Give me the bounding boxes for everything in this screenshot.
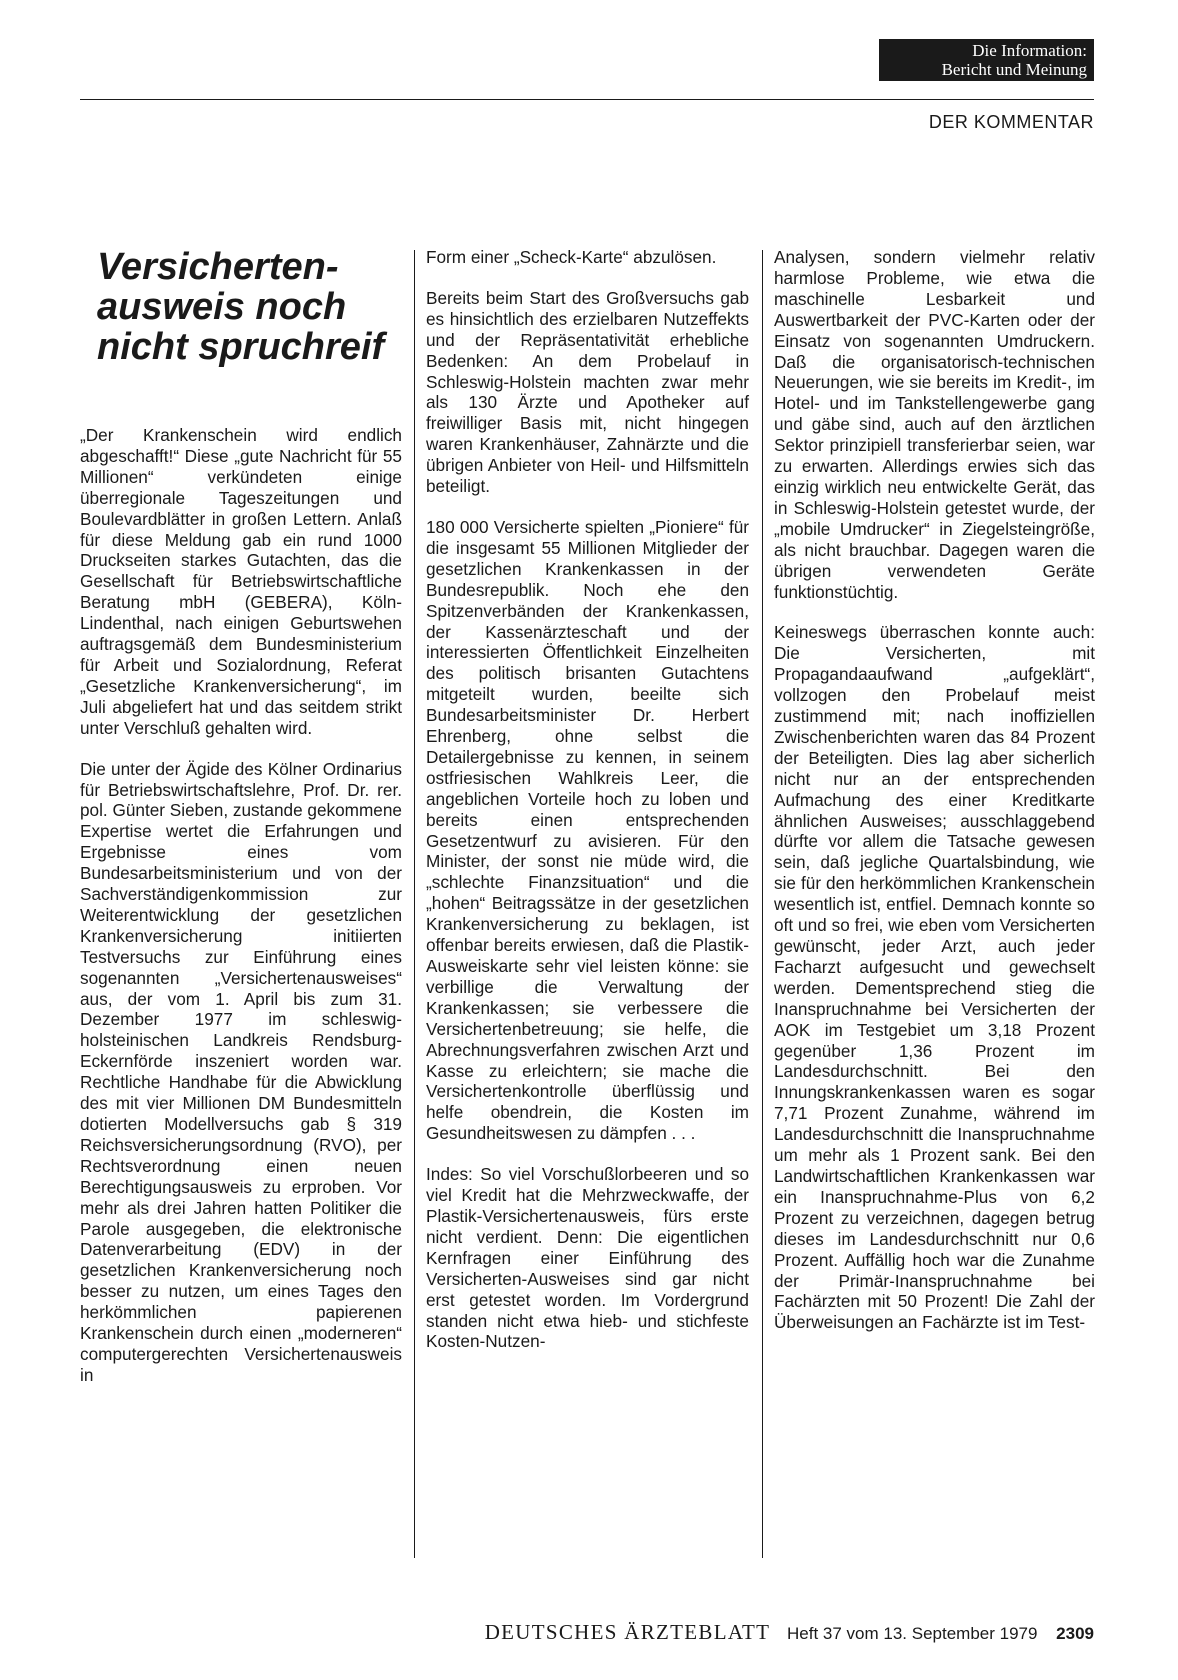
paragraph: Bereits beim Start des Großversuchs gab es hinsichtlich des erzielbaren Nutzeffekts und der Repräsentativität erhebliche Bedenken: An dem Probelauf in Schleswig-Holstein machten zwar mehr als 130 Ärzte und Apotheker auf freiwilliger Basis mit, nicht hingegen waren Krankenhäuser, Zahnärzte und die übrigen Anbieter von Heil- und Hilfsmitteln beteiligt. [426, 287, 749, 497]
paragraph: Form einer „Scheck-Karte“ abzulösen. [426, 247, 717, 267]
paragraph: Die unter der Ägide des Kölner Ordinarius für Betriebswirtschaftslehre, Prof. Dr. rer. pol. Günter Sieben, zustande gekommene Expertise wertet die Erfahrungen und Ergebnisse eines vom Bundesarbeitsministerium und von der Sachverständigenkommission zur Weiterentwicklung der gesetzlichen Krankenversicherung initiierten Testversuchs zur Einführung eines sogenannten „Versichertenausweises“ aus, der vom 1. April bis zum 31. Dezember 1977 im schleswig-holsteinischen Landkreis Rendsburg-Eckernförde inszeniert worden war. Rechtliche Handhabe für die Abwicklung des mit vier Millionen DM Bundesmitteln dotierten Modellversuchs gab § 319 Reichsversicherungsordnung (RVO), per Rechtsverordnung einen neuen Berechtigungsausweis zu erproben. Vor mehr als drei Jahren hatten Politiker die Parole ausgegeben, die elektronische Datenverarbeitung (EDV) in der gesetzlichen Krankenversicherung noch besser zu nutzen, um eines Tages den herkömmlichen papierenen Krankenschein durch einen „moderneren“ computergerechten Versichertenausweis in [80, 758, 402, 1385]
column-divider [414, 250, 415, 1558]
header-rule [80, 99, 1094, 100]
section-badge [879, 39, 1094, 81]
paragraph: 180 000 Versicherte spielten „Pioniere“ für die insgesamt 55 Millionen Mitglieder der gesetzlichen Krankenkassen in der Bundesrepublik. Noch ehe den Spitzenverbänden der Krankenkassen, der Kassenärzteschaft und der interessierten Öffentlichkeit Einzelheiten des politisch brisanten Gutachtens mitgeteilt wurden, beeilte sich Bundesarbeitsminister Dr. Herbert Ehrenberg, ohne selbst die Detailergebnisse zu kennen, in seinem ostfriesischen Wahlkreis Leer, die angeblichen Vorteile hoch zu loben und bereits einen entsprechenden Gesetzentwurf zu avisieren. Für den Minister, der sonst nie müde wird, die „schlechte Finanzsituation“ und die „hohen“ Beitragssätze in der gesetzlichen Krankenversicherung zu beklagen, ist offenbar bereits erwiesen, daß die Plastik-Ausweiskarte sehr viel leisten könne: sie verbillige die Verwaltung der Krankenkassen; sie verbessere die Versichertenbetreuung; sie helfe, die Abrechnungsverfahren zwischen Arzt und Kasse zu erleichtern; sie mache die Versichertenkontrolle überflüssig und helfe obendrein, die Kosten im Gesundheitswesen zu dämpfen . . . [426, 516, 749, 1144]
issue-info: Heft 37 vom 13. September 1979 [787, 1624, 1038, 1643]
article-title: Versicherten-ausweis noch nicht spruchreif [97, 246, 385, 368]
paragraph: Indes: So viel Vorschußlorbeeren und so viel Kredit hat die Mehrzweckwaffe, der Plastik-Versichertenausweis, fürs erste nicht verdient. Denn: Die eigentlichen Kernfragen einer Einführung des Versicherten-Ausweises sind gar nicht erst getestet worden. Im Vordergrund standen nicht etwa hieb- und stichfeste Kosten-Nutzen- [426, 1164, 749, 1352]
article-column-2 [426, 247, 749, 1352]
journal-name: DEUTSCHES ÄRZTEBLATT [484, 1620, 771, 1644]
page-footer [485, 1620, 1094, 1645]
section-badge-line-1: Die Information: [972, 41, 1087, 60]
paragraph: Keineswegs überraschen konnte auch: Die Versicherten, mit Propagandaaufwand „aufgeklärt“, vollzogen den Probelauf meist zustimmend mit; nach inoffiziellen Zwischenberichten waren das 84 Prozent der Beteiligten. Dies lag aber sicherlich nicht nur an der entsprechenden Aufmachung des einer Kreditkarte ähnlichen Ausweises; ausschlaggebend dürfte vor allem die Tatsache gewesen sein, daß jegliche Quartalsbindung, wie sie für den herkömmlichen Krankenschein wesentlich ist, entfiel. Demnach konnte so oft und so frei, wie eben vom Versicherten gewünscht, jeder Arzt, auch jeder Facharzt aufgesucht und gewechselt werden. Dementsprechend stieg die Inanspruchnahme bei Versicherten der AOK im Testgebiet um 3,18 Prozent gegenüber 1,36 Prozent im Landesdurchschnitt. Bei den Innungskrankenkassen waren es sogar 7,71 Prozent Zunahme, während im Landesdurchschnitt die Inanspruchnahme um mehr als 1 Prozent sank. Bei den Landwirtschaftlichen Krankenkassen war ein Inanspruchnahme-Plus von 6,2 Prozent zu verzeichnen, dagegen betrug dieses im Landesdurchschnitt nur 0,6 Prozent. Auffällig hoch war die Zunahme der Primär-Inanspruchnahme bei Fachärzten mit 50 Prozent! Die Zahl der Überweisungen an Fachärzte ist im Test- [774, 622, 1095, 1333]
section-label: DER KOMMENTAR [928, 112, 1094, 132]
paragraph: „Der Krankenschein wird endlich abgeschafft!“ Diese „gute Nachricht für 55 Millionen“ verkündeten einige überregionale Tageszeitungen und Boulevardblätter in großen Lettern. Anlaß für diese Meldung gab ein rund 1000 Druckseiten starkes Gutachten, das die Gesellschaft für Betriebswirtschaftliche Beratung mbH (GEBERA), Köln-Lindenthal, nach einigen Geburtswehen auftragsgemäß dem Bundesministerium für Arbeit und Sozialordnung, Referat „Gesetzliche Krankenversicherung“, im Juli abgeliefert hat und das seitdem strikt unter Verschluß gehalten wird. [80, 425, 402, 738]
article-column-1 [80, 425, 402, 1386]
section-badge-line-2: Bericht und Meinung [941, 60, 1087, 79]
column-divider [762, 250, 763, 1558]
paragraph: Analysen, sondern vielmehr relativ harmlose Probleme, wie etwa die maschinelle Lesbarkeit und Auswertbarkeit der PVC-Karten oder der Einsatz von sogenannten Umdruckern. Daß die organisatorisch-technischen Neuerungen, wie sie bereits im Kredit-, im Hotel- und im Tankstellengewerbe gang und gäbe sind, auch auf den ärztlichen Sektor prinzipiell transferierbar seien, war zu erwarten. Allerdings erwies sich das einzig wirklich neu entwickelte Gerät, das in Schleswig-Holstein getestet wurde, der „mobile Umdrucker“ in Ziegelsteingröße, als nicht brauchbar. Dagegen waren die übrigen verwendeten Geräte funktionstüchtig. [774, 247, 1095, 602]
article-column-3 [774, 247, 1095, 1333]
page-number: 2309 [1056, 1624, 1094, 1643]
